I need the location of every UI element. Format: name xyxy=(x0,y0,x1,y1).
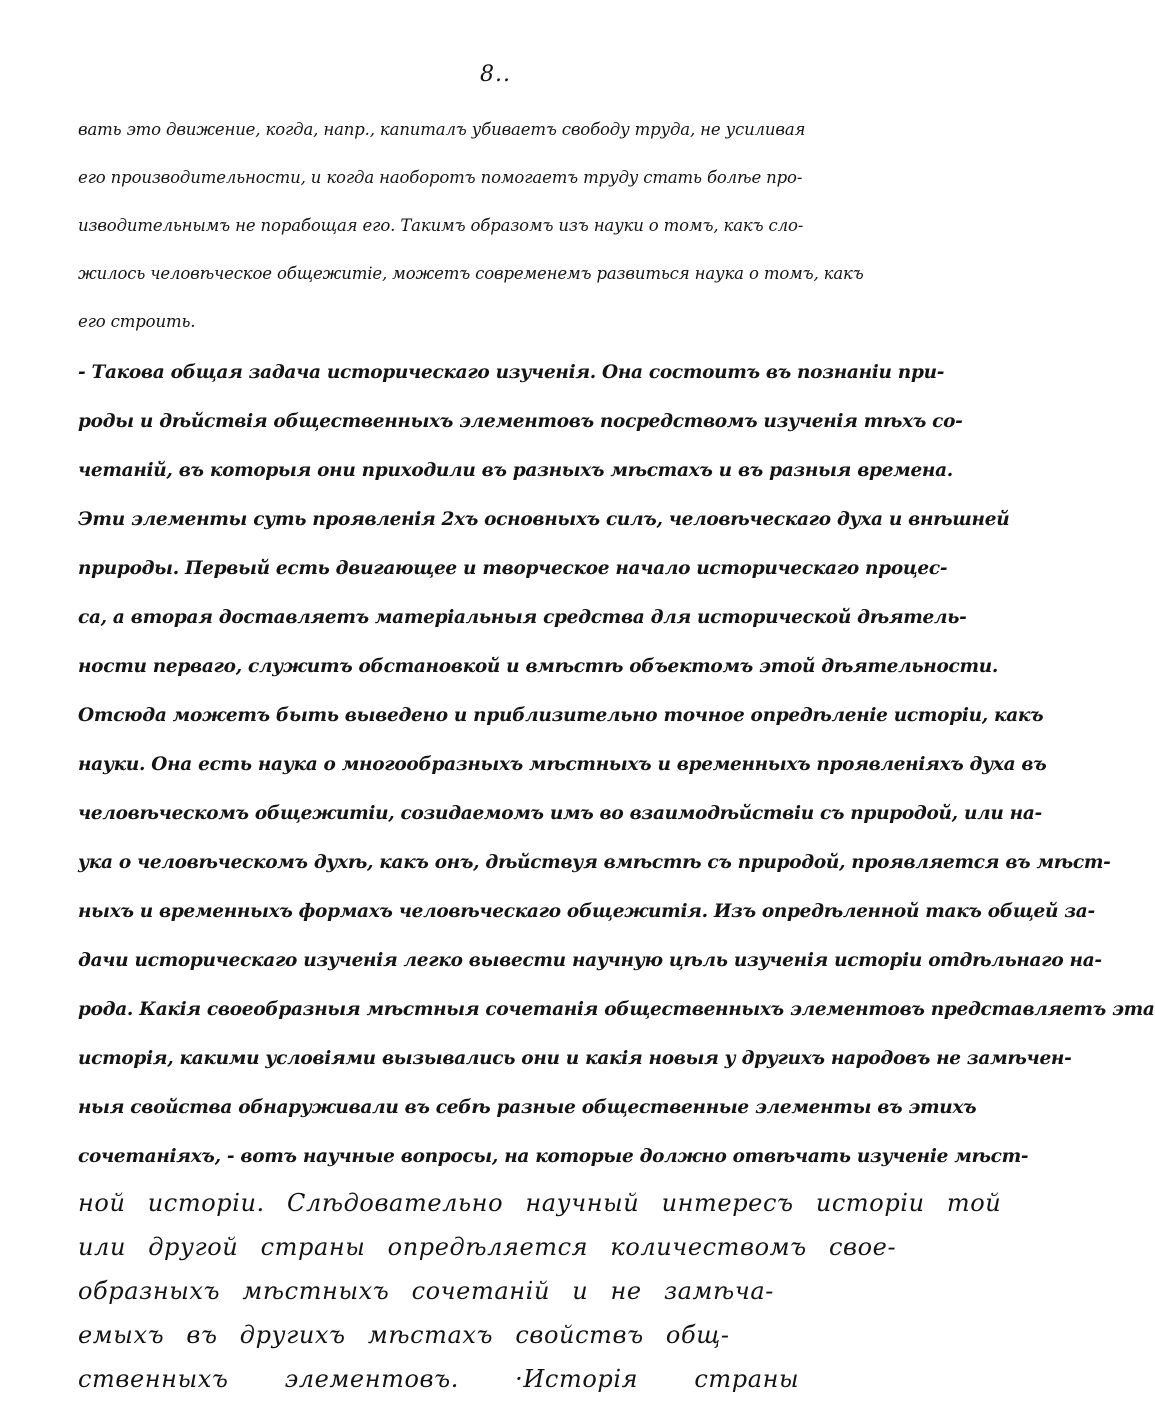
text-line: Эти элементы суть проявленія 2хъ основныхъ силъ, человѣческаго духа и внѣшней xyxy=(78,509,1010,530)
text-line: ственныхъ элементовъ. ·Исторія страны xyxy=(78,1365,800,1393)
text-line: изводительнымъ не порабощая его. Такимъ образомъ изъ науки о томъ, какъ сло- xyxy=(78,216,804,235)
text-line: ной исторіи. Слѣдовательно научный интересъ исторіи той xyxy=(78,1189,1002,1217)
text-line: образныхъ мѣстныхъ сочетаній и не замѣча- xyxy=(78,1277,774,1305)
text-line: исторія, какими условіями вызывались они и какія новыя у другихъ народовъ не замѣчен- xyxy=(78,1048,1072,1069)
text-line: емыхъ въ другихъ мѣстахъ свойствъ общ- xyxy=(78,1321,730,1349)
text-line: его производительности, и когда наоборотъ помогаетъ труду стать болѣе про- xyxy=(78,168,803,187)
text-line: науки. Она есть наука о многообразныхъ мѣстныхъ и временныхъ проявленіяхъ духа въ xyxy=(78,754,1047,775)
text-line: роды и дѣйствія общественныхъ элементовъ посредствомъ изученія тѣхъ со- xyxy=(78,411,963,432)
text-line: его строить. xyxy=(78,312,196,331)
text-line: са, а вторая доставляетъ матеріальныя средства для исторической дѣятель- xyxy=(78,607,967,628)
text-line: - Такова общая задача историческаго изученія. Она состоитъ въ познаніи при- xyxy=(78,362,945,383)
text-line: ныхъ и временныхъ формахъ человѣческаго общежитія. Изъ опредѣленной такъ общей за- xyxy=(78,901,1095,922)
text-line: сочетаніяхъ, - вотъ научные вопросы, на которые должно отвѣчать изученіе мѣст- xyxy=(78,1146,1029,1167)
handwritten-text-block xyxy=(78,108,1155,1401)
text-line: ныя свойства обнаруживали въ себѣ разные общественные элементы въ этихъ xyxy=(78,1097,977,1118)
text-line: Отсюда можетъ быть выведено и приблизительно точное опредѣленіе исторіи, какъ xyxy=(78,705,1044,726)
text-line: четаній, въ которыя они приходили въ разныхъ мѣстахъ и въ разныя времена. xyxy=(78,460,953,481)
text-line: человѣческомъ общежитіи, созидаемомъ имъ во взаимодѣйствіи съ природой, или на- xyxy=(78,803,1042,824)
text-line: вать это движение, когда, напр., капиталъ убиваетъ свободу труда, не усиливая xyxy=(78,120,806,139)
text-line: или другой страны опредѣляется количествомъ свое- xyxy=(78,1233,897,1261)
text-line: ности перваго, служитъ обстановкой и вмѣстѣ объектомъ этой дѣятельности. xyxy=(78,656,999,677)
page-number: 8.. xyxy=(480,62,511,87)
text-line: ука о человѣческомъ духѣ, какъ онъ, дѣйствуя вмѣстѣ съ природой, проявляется въ мѣст- xyxy=(78,852,1111,873)
text-line: жилось человѣческое общежитіе, можетъ современемъ развиться наука о томъ, какъ xyxy=(78,264,864,283)
text-line: природы. Первый есть двигающее и творческое начало историческаго процес- xyxy=(78,558,948,579)
text-line: рода. Какія своеобразныя мѣстныя сочетанія общественныхъ элементовъ представляетъ эта xyxy=(78,999,1155,1020)
text-line: дачи историческаго изученія легко вывести научную цѣль изученія исторіи отдѣльнаго на- xyxy=(78,950,1102,971)
